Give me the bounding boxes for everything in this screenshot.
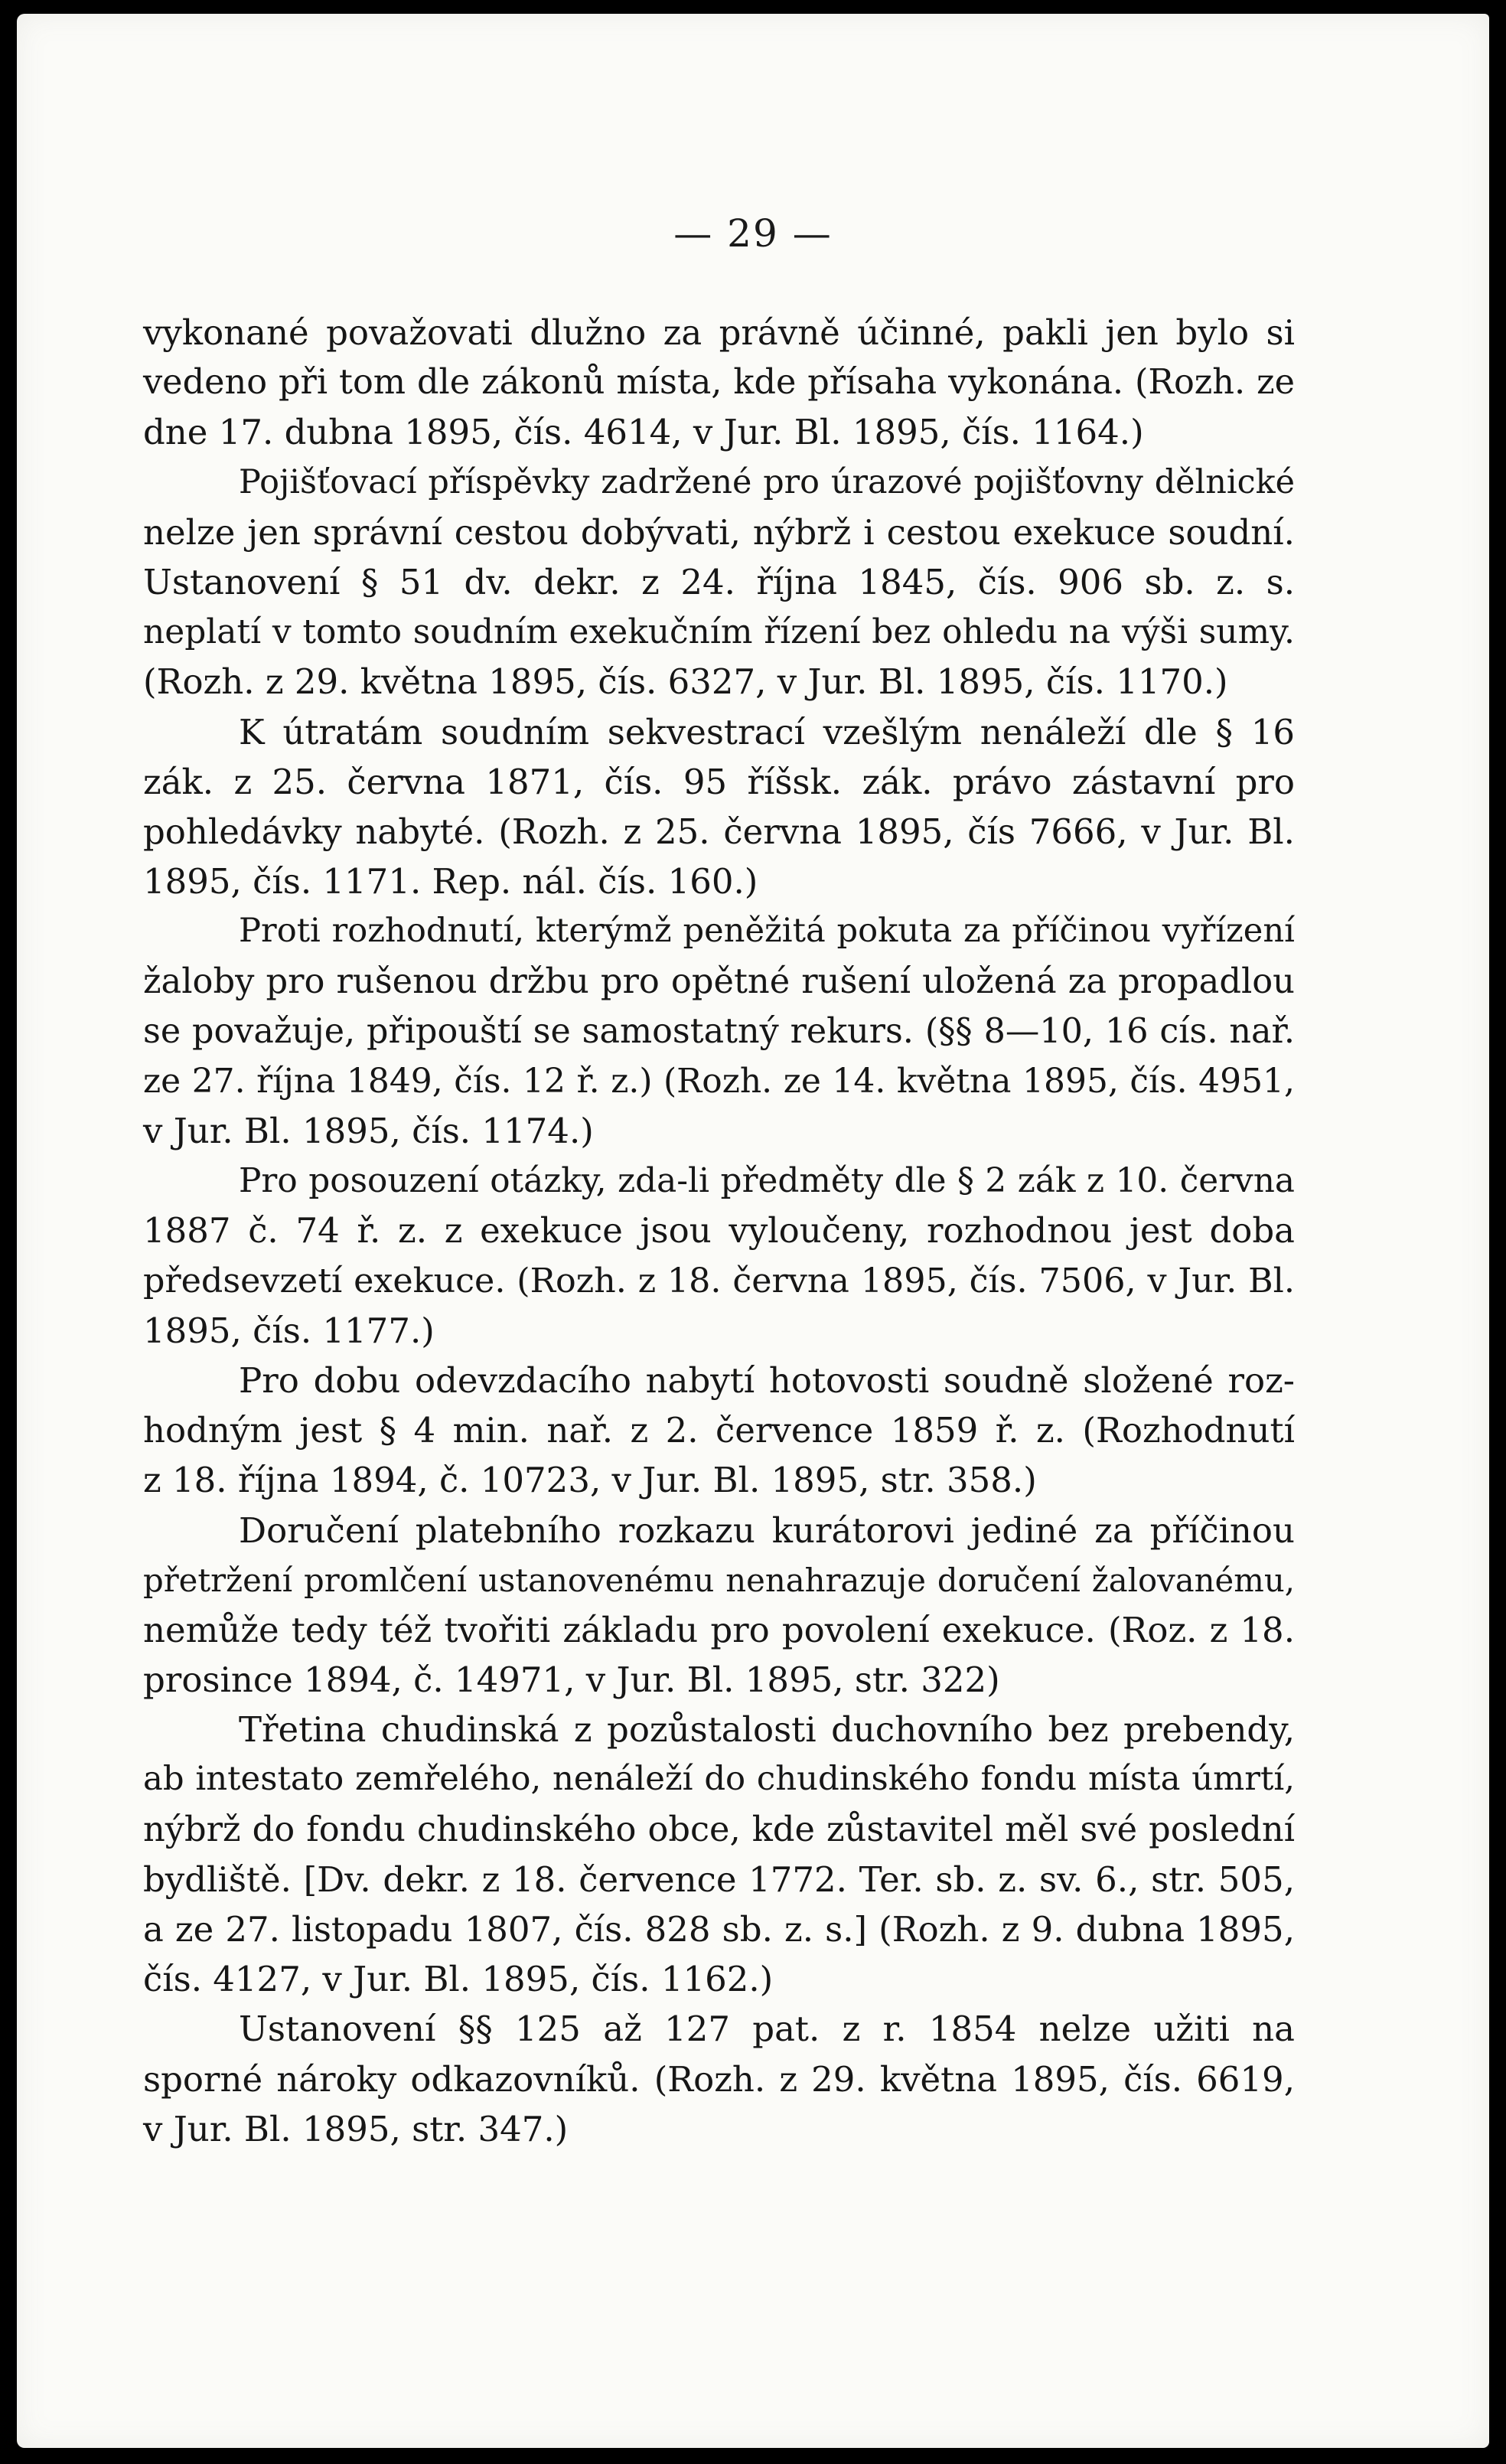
text-line: v Jur. Bl. 1895, str. 347.) bbox=[143, 2108, 569, 2149]
text-line: žaloby pro rušenou držbu pro opětné rušení uložená za propadlou bbox=[143, 961, 1295, 1002]
text-line: předsevzetí exekuce. (Rozh. z 18. června 1895, čís. 7506, v Jur. Bl. bbox=[143, 1261, 1295, 1301]
text-line: prosince 1894, č. 14971, v Jur. Bl. 1895, str. 322) bbox=[143, 1660, 1000, 1701]
text-line: nýbrž do fondu chudinského obce, kde zůstavitel měl své poslední bbox=[143, 1809, 1295, 1849]
text-line: Ustanovení § 51 dv. dekr. z 24. října 1845, čís. 906 sb. z. s. bbox=[143, 561, 1295, 602]
text-line: pohledávky nabyté. (Rozh. z 25. června 1895, čís 7666, v Jur. Bl. bbox=[143, 811, 1295, 852]
text-line: nelze jen správní cestou dobývati, nýbrž i cestou exekuce soudní. bbox=[143, 511, 1295, 553]
text-line: neplatí v tomto soudním exekučním řízení bez ohledu na výši sumy. bbox=[143, 612, 1295, 652]
page-number: — 29 — bbox=[673, 211, 833, 256]
text-line: se považuje, připouští se samostatný rekurs. (§§ 8—10, 16 cís. nař. bbox=[143, 1011, 1295, 1051]
text-line: ab intestato zemřelého, nenáleží do chudinského fondu místa úmrtí, bbox=[143, 1760, 1295, 1799]
paragraph bbox=[143, 458, 1295, 707]
text-line: a ze 27. listopadu 1807, čís. 828 sb. z. s.] (Rozh. z 9. dubna 1895, bbox=[143, 1909, 1295, 1950]
text-line: dne 17. dubna 1895, čís. 4614, v Jur. Bl. 1895, čís. 1164.) bbox=[143, 412, 1144, 453]
text-line: přetržení promlčení ustanovenému nenahrazuje doručení žalovanému, bbox=[143, 1561, 1295, 1599]
text-line: 1895, čís. 1171. Rep. nál. čís. 160.) bbox=[143, 861, 758, 902]
paragraph bbox=[143, 1705, 1295, 2004]
text-line: v Jur. Bl. 1895, čís. 1174.) bbox=[143, 1111, 594, 1151]
text-line: čís. 4127, v Jur. Bl. 1895, čís. 1162.) bbox=[143, 1959, 774, 2000]
text-line: vedeno při tom dle zákonů místa, kde přísaha vykonána. (Rozh. ze bbox=[143, 362, 1295, 403]
text-line: Doručení platebního rozkazu kurátorovi jediné za příčinou bbox=[239, 1509, 1295, 1551]
paragraph bbox=[143, 707, 1295, 907]
paragraph bbox=[143, 1506, 1295, 1705]
text-line: Pro dobu odevzdacího nabytí hotovosti soudně složené roz- bbox=[239, 1359, 1295, 1401]
text-line: vykonané považovati dlužno za právně účinné, pakli jen bylo si bbox=[143, 312, 1295, 353]
paragraph bbox=[143, 308, 1295, 458]
text-line: Ustanovení §§ 125 až 127 pat. z r. 1854 nelze užiti na bbox=[239, 2009, 1295, 2050]
paragraph bbox=[143, 1156, 1295, 1356]
text-line: 1887 č. 74 ř. z. z exekuce jsou vyloučeny, rozhodnou jest doba bbox=[143, 1210, 1295, 1252]
text-line: Pojišťovací příspěvky zadržené pro úrazové pojišťovny dělnické bbox=[239, 462, 1295, 501]
text-line: (Rozh. z 29. května 1895, čís. 6327, v Jur. Bl. 1895, čís. 1170.) bbox=[143, 661, 1228, 703]
document-page bbox=[17, 14, 1489, 2448]
text-line: zák. z 25. června 1871, čís. 95 říšsk. zák. právo zástavní pro bbox=[143, 761, 1295, 802]
paragraph bbox=[143, 906, 1295, 1156]
text-line: ze 27. října 1849, čís. 12 ř. z.) (Rozh. ze 14. května 1895, čís. 4951, bbox=[143, 1061, 1295, 1101]
text-line: sporné nároky odkazovníků. (Rozh. z 29. května 1895, čís. 6619, bbox=[143, 2058, 1295, 2100]
paragraph bbox=[143, 1356, 1295, 1506]
text-line: 1895, čís. 1177.) bbox=[143, 1310, 435, 1351]
text-line: Proti rozhodnutí, kterýmž peněžitá pokuta za příčinou vyřízení bbox=[239, 912, 1295, 951]
text-line: Pro posouzení otázky, zda-li předměty dle § 2 zák z 10. června bbox=[239, 1161, 1295, 1201]
paragraph bbox=[143, 2004, 1295, 2154]
body-text bbox=[143, 308, 1295, 2154]
text-line: Třetina chudinská z pozůstalosti duchovního bez prebendy, bbox=[239, 1709, 1295, 1751]
text-line: K útratám soudním sekvestrací vzešlým nenáleží dle § 16 bbox=[239, 711, 1295, 752]
text-line: bydliště. [Dv. dekr. z 18. července 1772. Ter. sb. z. sv. 6., str. 505, bbox=[143, 1859, 1295, 1900]
text-line: nemůže tedy též tvořiti základu pro povolení exekuce. (Roz. z 18. bbox=[143, 1609, 1295, 1650]
text-line: hodným jest § 4 min. nař. z 2. července 1859 ř. z. (Rozhodnutí bbox=[143, 1410, 1295, 1451]
text-line: z 18. října 1894, č. 10723, v Jur. Bl. 1895, str. 358.) bbox=[143, 1460, 1037, 1501]
